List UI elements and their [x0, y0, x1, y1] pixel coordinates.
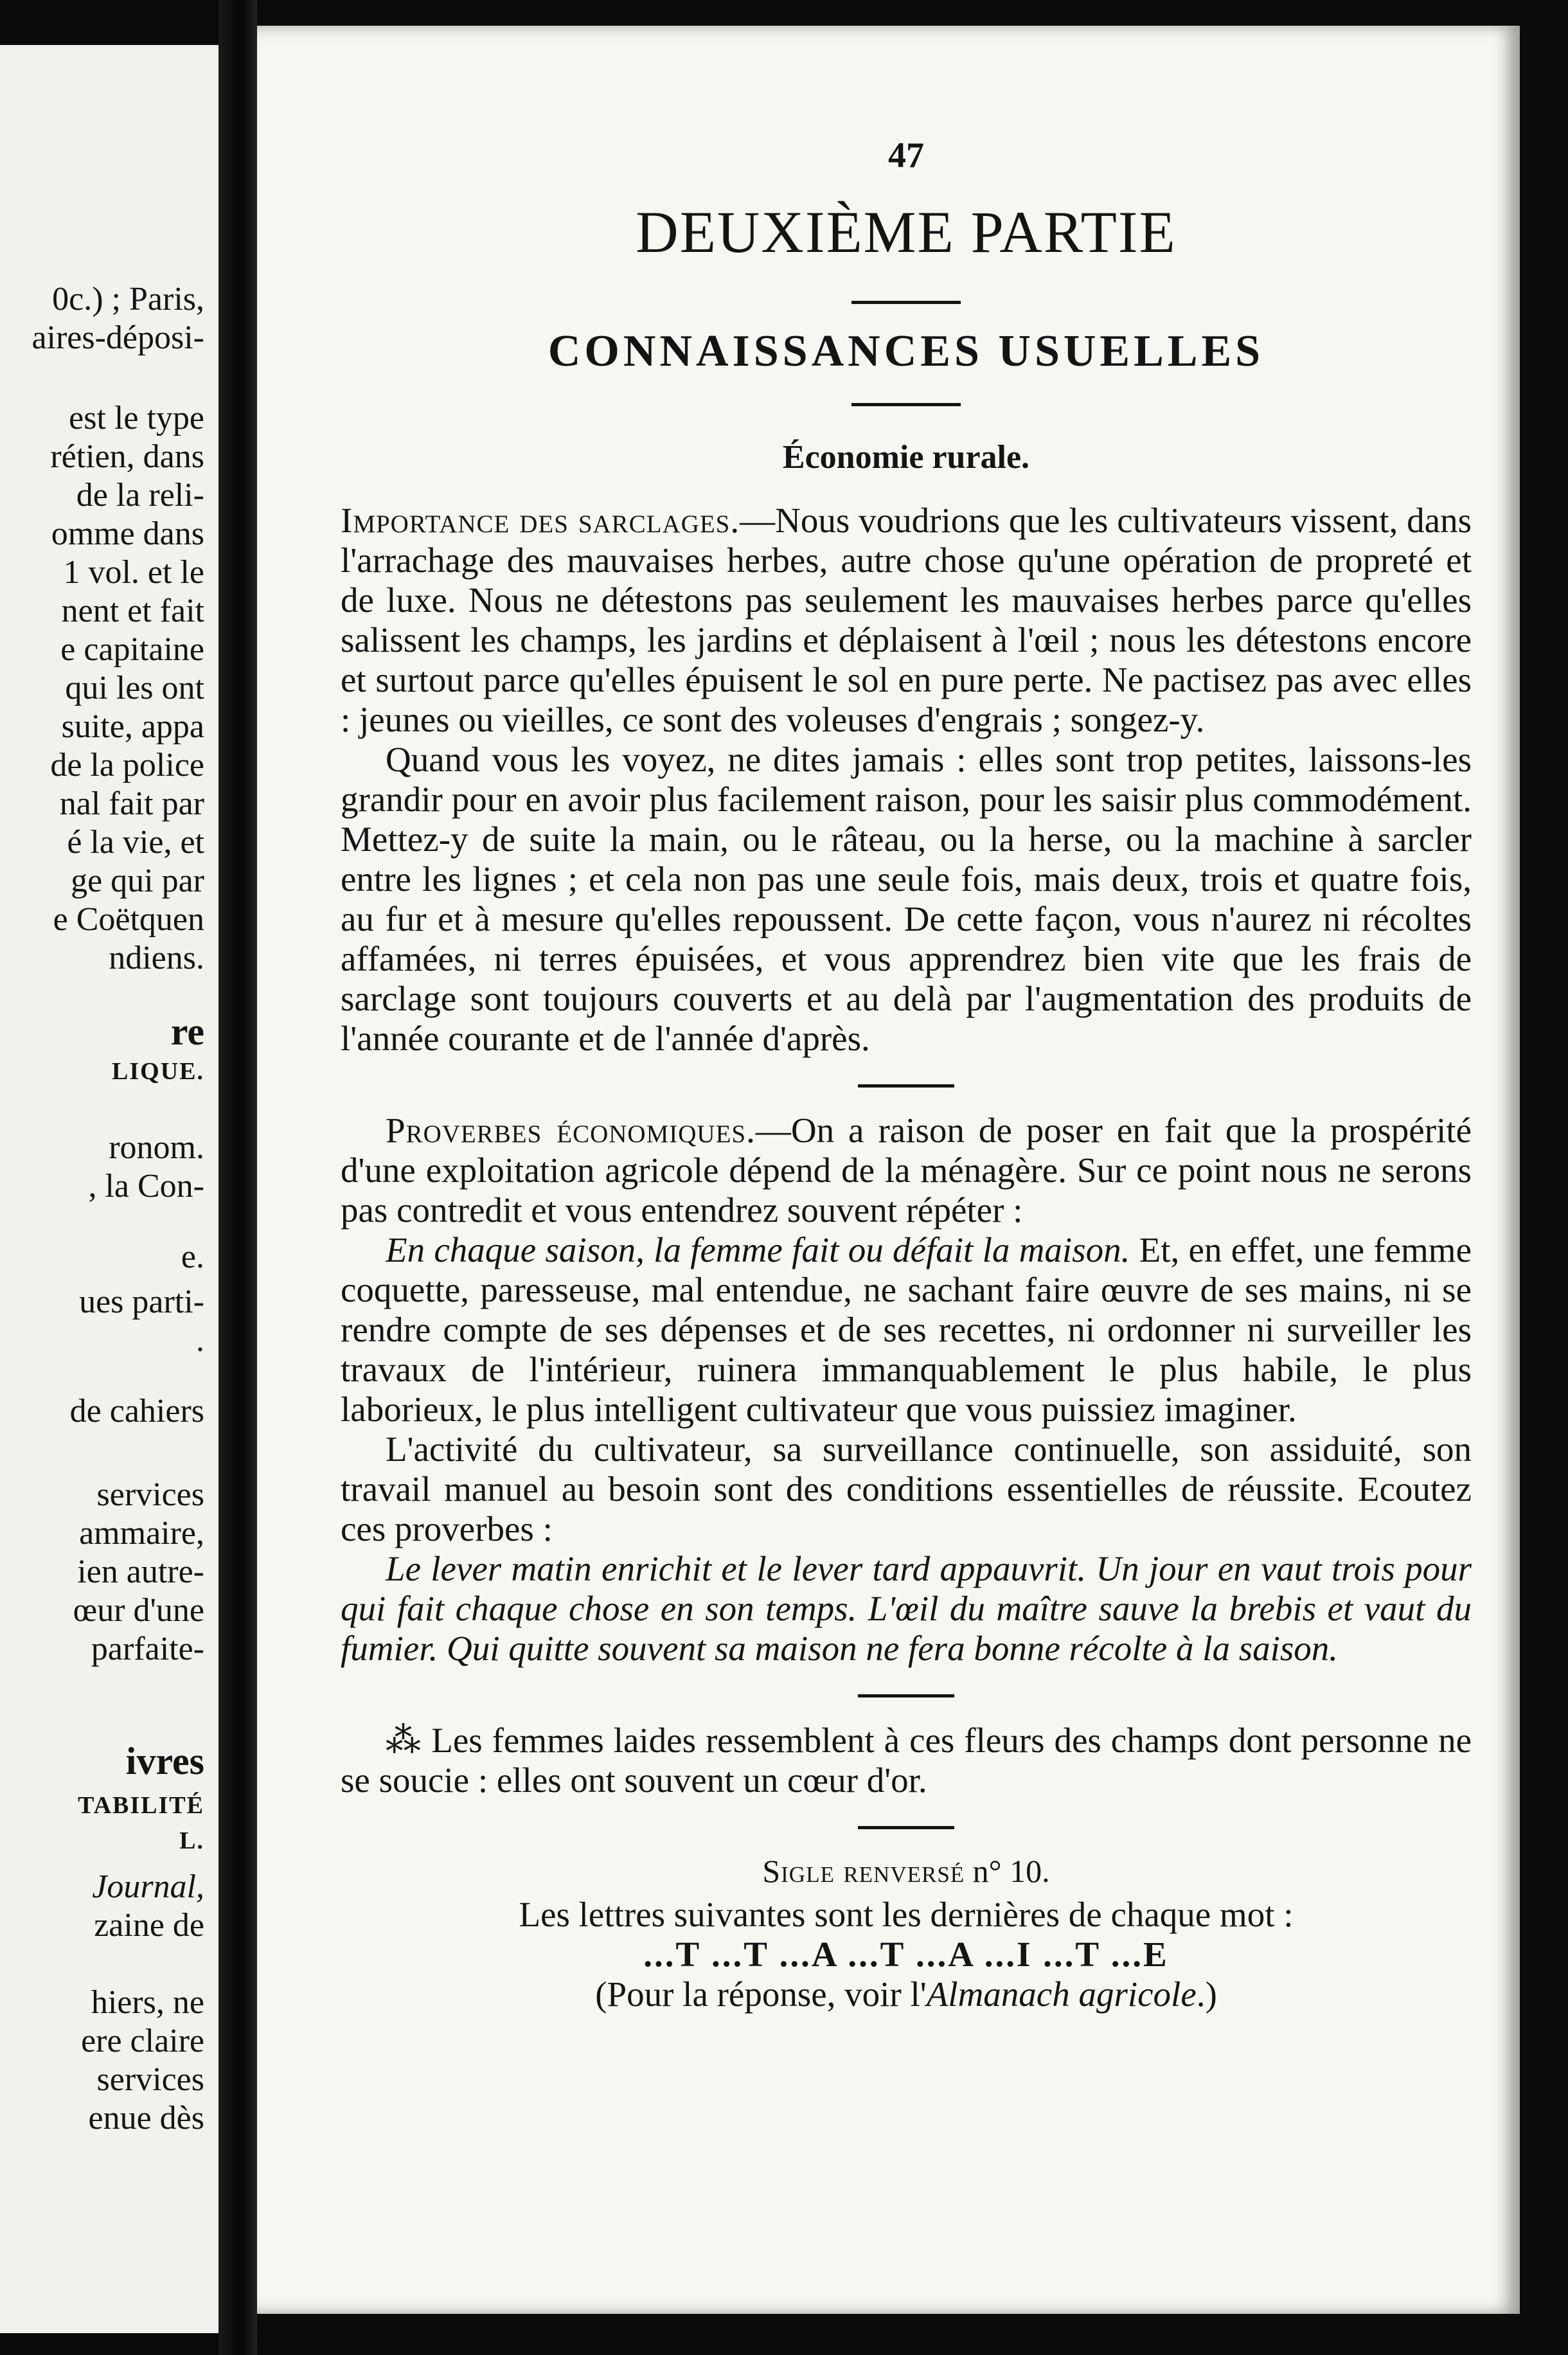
left-line: , la Con-: [88, 1168, 204, 1204]
left-line: parfaite-: [91, 1631, 204, 1667]
sarclages-paragraph: [341, 501, 1472, 740]
page-number: 47: [888, 136, 924, 175]
left-heading: re: [170, 1010, 204, 1053]
book-spine-shadow: [218, 0, 257, 2355]
left-line: ge qui par: [71, 863, 204, 899]
left-subheading: LIQUE.: [112, 1058, 204, 1085]
left-line: hiers, ne: [91, 1984, 204, 2021]
part-title: DEUXIÈME PARTIE: [636, 199, 1177, 265]
left-line: .: [196, 1322, 204, 1359]
left-line: rétien, dans: [50, 438, 204, 475]
proverbs-list: Le lever matin enrichit et le lever tard appauvrit. Un jour en vaut trois pour qui fait chaque chose en son temps. L'œil du maître sauve la brebis et vaut du fumier. Qui quitte souvent sa maison ne fera bonne récolte à la saison.: [341, 1549, 1472, 1668]
left-line: nent et fait: [61, 593, 204, 629]
riddle-title-text: Sigle renversé: [762, 1853, 965, 1889]
left-line: omme dans: [51, 515, 204, 552]
left-line: ien autre-: [77, 1554, 204, 1590]
riddle-instructions: Les lettres suivantes sont les dernières de chaque mot :: [519, 1895, 1294, 1934]
section-title: CONNAISSANCES USUELLES: [548, 327, 1265, 376]
left-line: ndiens.: [109, 940, 204, 976]
sarclages-paragraph-2: Quand vous les voyez, ne dites jamais : elles sont trop petites, laissons-les grandir pour en avoir plus facilement raison, pour les saisir plus commodément. Mettez-y de suite la main, ou le râteau, ou la herse, ou la machine à sarcler entre les lignes ; et cela non pas une seule fois, mais deux, trois et quatre fois, au fur et à mesure qu'elles repoussent. De cette façon, vous n'aurez ni récoltes affamées, ni terres épuisées, et vous apprendrez bien vite que les frais de sarclage sont toujours couverts et au delà par l'augmentation des produits de l'année courante et de l'année d'après.: [341, 740, 1472, 1058]
sarclages-text: —Nous voudrions que les cultivateurs vissent, dans l'arrachage des mauvaises herbes, autre chose qu'une opération de propreté et de luxe. Nous ne détestons pas seulement les mauvaises herbes parce qu'elles salissent les champs, les jardins et déplaisent à l'œil ; nous les détestons encore et surtout parce qu'elles épuisent le sol en pure perte. Ne pactisez pas avec elles : jeunes ou vieilles, ce sont des voleuses d'engrais ; songez-y.: [341, 501, 1472, 739]
proverbes-heading: Proverbes économiques.: [386, 1111, 756, 1150]
divider-rule: [858, 1084, 954, 1088]
left-line: de la police: [50, 747, 204, 784]
left-line: suite, appa: [61, 708, 204, 745]
answer-prefix: (Pour la réponse, voir l': [595, 1974, 927, 2014]
sarclages-heading: Importance des sarclages.: [341, 501, 740, 540]
left-heading: ivres: [125, 1740, 204, 1782]
left-line: services: [96, 1476, 204, 1513]
answer-reference: Almanach agricole: [926, 1974, 1197, 2014]
riddle-pattern: ...T ...T ...A ...T ...A ...I ...T ...E: [643, 1935, 1169, 1974]
left-line: ronom.: [109, 1129, 204, 1166]
left-line: e Coëtquen: [53, 901, 204, 938]
proverbes-paragraph: [341, 1111, 1472, 1230]
left-line: œur d'une: [73, 1592, 204, 1629]
left-line: Journal,: [92, 1868, 204, 1905]
left-line: ere claire: [81, 2023, 204, 2059]
left-line: de la reli-: [76, 477, 204, 514]
divider-rule: [858, 1826, 954, 1829]
left-line: e capitaine: [60, 631, 204, 668]
left-subheading: TABILITÉ: [78, 1792, 204, 1819]
left-line: nal fait par: [59, 785, 204, 822]
left-line: enue dès: [88, 2100, 204, 2136]
previous-page-fragment: [0, 45, 218, 2333]
divider-rule: [851, 301, 961, 304]
left-line: de cahiers: [69, 1393, 204, 1429]
left-line: 0c.) ; Paris,: [52, 281, 204, 318]
note-paragraph: ⁂ Les femmes laides ressemblent à ces fleurs des champs dont personne ne se soucie : elles ont souvent un cœur d'or.: [341, 1721, 1472, 1800]
subsection-title: Économie rurale.: [782, 439, 1030, 476]
left-line: é la vie, et: [67, 824, 204, 861]
left-line: aires-déposi-: [31, 319, 204, 356]
left-line: 1 vol. et le: [63, 554, 204, 591]
proverbes-paragraph-2: [341, 1230, 1472, 1429]
left-line: services: [96, 2061, 204, 2098]
left-line: ammaire,: [79, 1515, 204, 1552]
proverb-quote: En chaque saison, la femme fait ou défait la maison.: [386, 1230, 1130, 1269]
proverbes-text-2: Et, en effet, une femme coquette, paresseuse, mal entendue, ne sachant faire œuvre de ses mains, ni se rendre compte de ses dépenses et de ses recettes, ni ordonner ni surveiller les travaux de l'intérieur, ruinera immanquablement le plus habile, le plus laborieux, le plus intelligent cultivateur que vous puissiez imaginer.: [341, 1230, 1472, 1429]
proverbes-text: —On a raison de poser en fait que la prospérité d'une exploitation agricole dépend de la ménagère. Sur ce point nous ne serons pas contredit et vous entendrez souvent répéter :: [341, 1111, 1472, 1230]
riddle-title: [341, 1852, 1472, 1890]
left-line: est le type: [69, 400, 204, 436]
left-line: e.: [181, 1239, 204, 1275]
left-line: zaine de: [94, 1907, 204, 1944]
divider-rule: [851, 403, 961, 406]
proverbes-paragraph-3: L'activité du cultivateur, sa surveillance continuelle, son assiduité, son travail manuel au besoin sont des conditions essentielles de réussite. Ecoutez ces proverbes :: [341, 1429, 1472, 1548]
riddle-number: n° 10.: [972, 1853, 1050, 1889]
left-subheading: L.: [179, 1827, 204, 1854]
left-line: ues parti-: [79, 1284, 204, 1320]
riddle-answer-note: [341, 1974, 1472, 2014]
answer-suffix: .): [1196, 1974, 1217, 2014]
page-content: [341, 135, 1472, 2014]
book-page: [257, 26, 1520, 2314]
divider-rule: [858, 1694, 954, 1697]
left-line: qui les ont: [65, 670, 204, 706]
